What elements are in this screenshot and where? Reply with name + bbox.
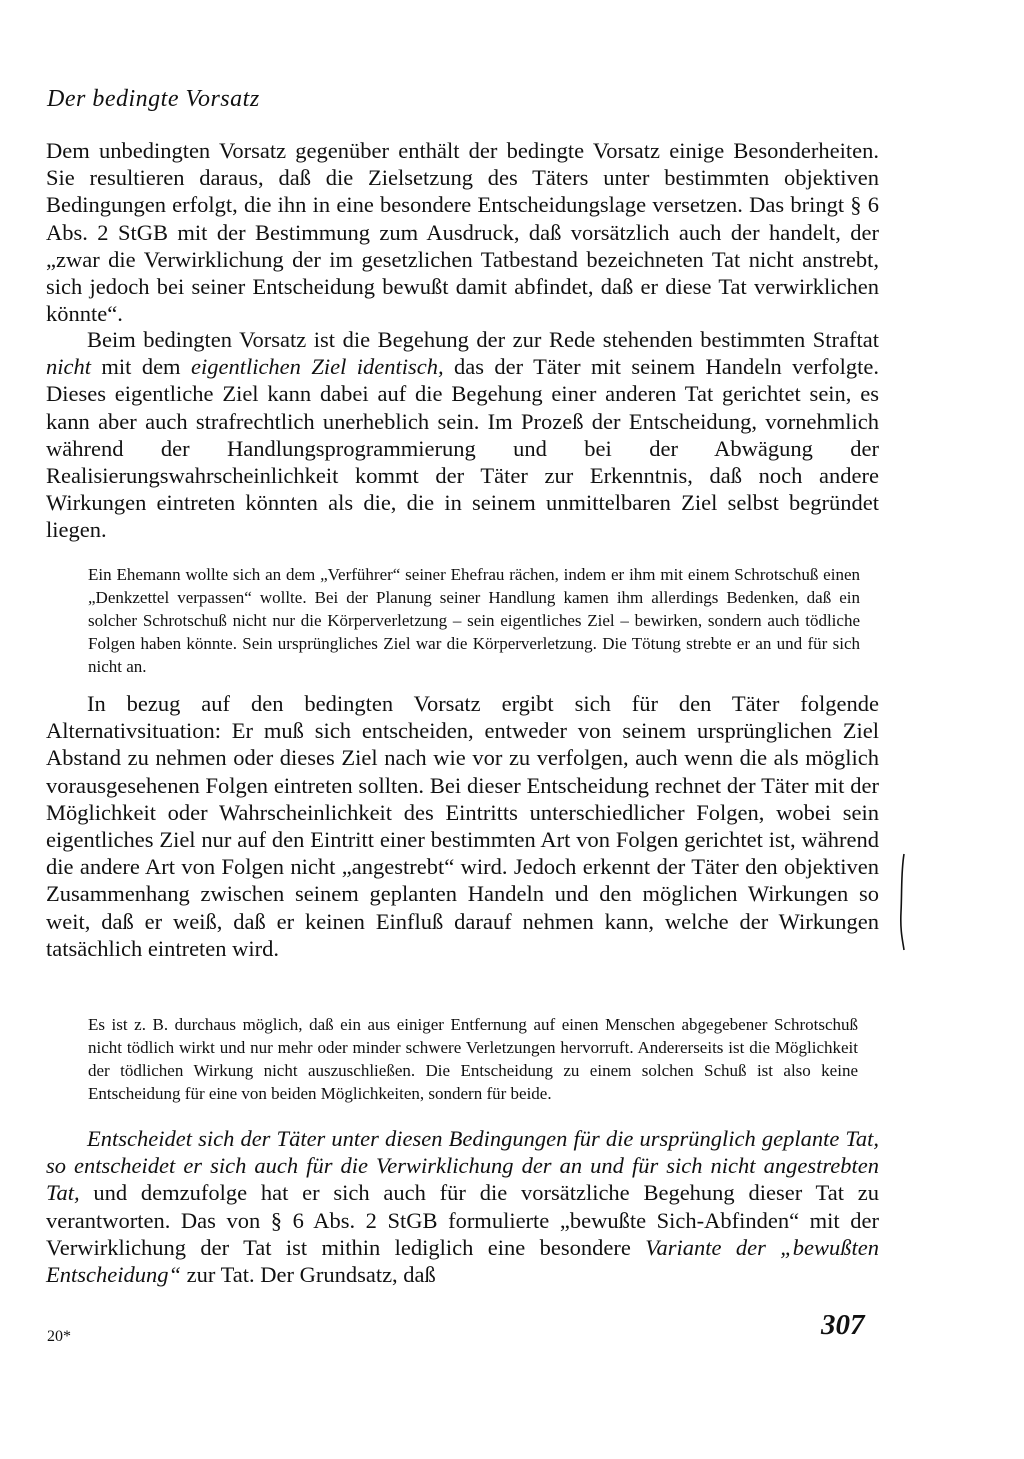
- emphasis-run: nicht: [46, 354, 91, 380]
- example-block-2: Es ist z. B. durchaus möglich, daß ein aus einiger Entfernung auf einen Menschen abgegebener Schrotschuß nicht tödlich wirkt und nur mehr oder minder schwere Verletzungen hervorruft. Andererseits ist die Möglichkeit der tödlichen Wirkung nicht auszuschließen. Die Entscheidung zu einem solchen Schuß ist also keine Entscheidung für eine von beiden Möglichkeiten, sondern für beide.: [88, 1015, 858, 1103]
- paragraph-intro: Dem unbedingten Vorsatz gegenüber enthält der bedingte Vorsatz einige Besonderheiten. Sie resultieren daraus, daß die Zielsetzung des Täters unter bestimmten objektiven Bedingungen erfolgt, die ihn in eine besondere Entscheidungslage versetzen. Das bringt § 6 Abs. 2 StGB mit der Bestimmung zum Ausdruck, daß vorsätzlich auch der handelt, der „zwar die Verwirklichung der im gesetzlichen Tatbestand bezeichneten Tat nicht anstrebt, sich jedoch bei seiner Entscheidung bewußt damit abfindet, daß er diese Tat verwirklichen könnte“.: [46, 138, 879, 327]
- signature-mark: 20*: [47, 1328, 71, 1345]
- text-run: das der Täter mit seinem Handeln verfolgte. Dieses eigentliche Ziel kann dabei auf die Begehung einer anderen Tat gerichtet sein, es kann aber auch strafrechtlich unerheblich sein. Im Prozeß der Entscheidung, vornehmlich während der Handlungsprogrammierung und bei der Abwägung der Realisierungswahrscheinlichkeit kommt der Täter zur Erkenntnis, daß noch andere Wirkungen eintreten könnten als die, die in seinem unmittelbaren Ziel selbst begründet liegen.: [46, 354, 879, 543]
- emphasis-run: eigentlichen Ziel identisch,: [190, 354, 444, 380]
- page-number: 307: [821, 1309, 865, 1341]
- paragraph-conclusion: [46, 1125, 879, 1288]
- text-run: mit dem: [91, 354, 191, 380]
- paragraph-definition: [46, 326, 879, 544]
- example-block-1: Ein Ehemann wollte sich an dem „Verführer“ seiner Ehefrau rächen, indem er ihm mit einem Schrotschuß einen „Denkzettel verpassen“ wollte. Bei der Planung seiner Handlung kamen ihm allerdings Bedenken, daß ein solcher Schrotschuß nicht nur die Körperverletzung – sein eigentliches Ziel – bewirken, sondern auch tödliche Folgen haben könnte. Sein ursprüngliches Ziel war die Körperverletzung. Die Tötung strebte er an und für sich nicht an.: [88, 565, 860, 676]
- text-run: Beim bedingten Vorsatz ist die Begehung der zur Rede stehenden bestimmten Straftat: [87, 327, 879, 352]
- section-heading: Der bedingte Vorsatz: [47, 86, 260, 112]
- paragraph-alternative-situation: In bezug auf den bedingten Vorsatz ergibt sich für den Täter folgende Alternativsituation: Er muß sich entscheiden, entweder von seinem ursprünglichen Ziel Abstand zu nehmen oder dieses Ziel nach wie vor zu verfolgen, auch wenn die als möglich vorausgesehenen Folgen eintreten sollten. Bei dieser Entscheidung rechnet der Täter mit der Möglichkeit oder Wahrscheinlichkeit des Eintritts unterschiedlicher Folgen, wobei sein eigentliches Ziel nur auf den Eintritt einer bestimmten Art von Folgen gerichtet ist, während die andere Art von Folgen nicht „angestrebt“ wird. Jedoch erkennt der Täter den objektiven Zusammenhang zwischen seinem geplanten Handeln und den möglichen Wirkungen so weit, daß er weiß, daß er keinen Einfluß darauf nehmen kann, welche der Wirkungen tatsächlich eintreten wird.: [46, 691, 879, 961]
- margin-marker-line: [898, 852, 908, 952]
- text-run: und demzufolge hat er sich auch für die vorsätzliche Begehung dieser Tat zu verantworten. Das von § 6 Abs. 2 StGB formulierte „bewußte Sich-Abfinden“ mit der Verwirklichung der Tat ist mithin lediglich eine besondere: [46, 1180, 879, 1260]
- text-run: zur Tat. Der Grundsatz, daß: [181, 1262, 436, 1288]
- emphasis-run: Variante der „bewußten Entscheidung“: [46, 1234, 880, 1288]
- emphasis-run: Entscheidet sich der Täter unter diesen Bedingungen für die ursprünglich geplante Tat, so entscheidet er sich auch für die Verwirklichung der an und für sich nicht angestrebten Tat,: [46, 1126, 879, 1206]
